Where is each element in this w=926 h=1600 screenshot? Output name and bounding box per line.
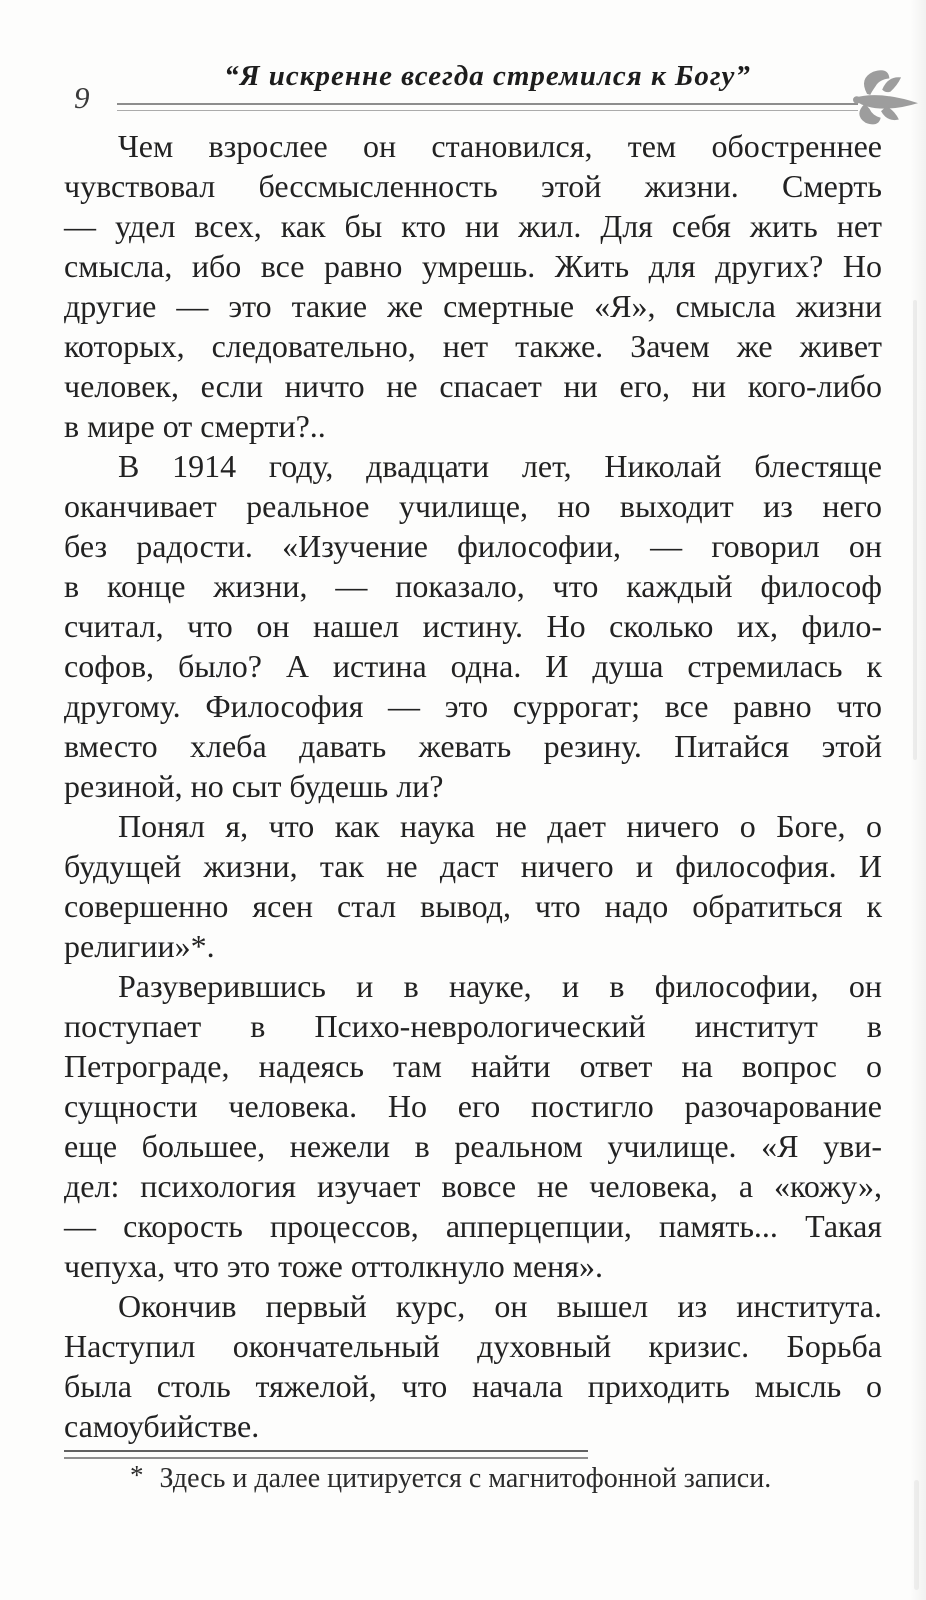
text-line: дел: психология изучает вовсе не человека, а «кожу», bbox=[64, 1168, 882, 1204]
text-line: чувствовал бессмысленность этой жизни. Смерть bbox=[64, 168, 882, 204]
text-line: поступает в Психо-неврологический институт в bbox=[64, 1008, 882, 1044]
text-line: чепуха, что это тоже оттолкнуло меня». bbox=[64, 1248, 604, 1284]
page-number: 9 bbox=[74, 80, 90, 115]
text-line: — скорость процессов, апперцепции, память... Такая bbox=[64, 1208, 882, 1244]
text-line: Наступил окончательный духовный кризис. Борьба bbox=[64, 1328, 882, 1364]
text-line: человек, если ничто не спасает ни его, ни кого-либо bbox=[64, 368, 882, 404]
text-line: другому. Философия — это суррогат; все равно что bbox=[64, 688, 882, 724]
paragraph bbox=[64, 1286, 882, 1446]
text-line: Окончив первый курс, он вышел из института. bbox=[118, 1288, 882, 1324]
text-line: — удел всех, как бы кто ни жил. Для себя жить нет bbox=[64, 208, 882, 244]
text-line: Понял я, что как наука не дает ничего о Боге, о bbox=[118, 808, 882, 844]
text-line: другие — это такие же смертные «Я», смысла жизни bbox=[64, 288, 882, 324]
body-text bbox=[64, 126, 882, 1446]
text-line: совершенно ясен стал вывод, что надо обратиться к bbox=[64, 888, 882, 924]
paragraph bbox=[64, 806, 882, 966]
footnote bbox=[64, 1460, 882, 1497]
text-line: самоубийстве. bbox=[64, 1408, 260, 1444]
paragraph bbox=[64, 446, 882, 806]
text-line: смысла, ибо все равно умрешь. Жить для других? Но bbox=[64, 248, 882, 284]
text-line: еще большее, нежели в реальном училище. «Я уви- bbox=[64, 1128, 882, 1164]
text-line: в конце жизни, — показало, что каждый философ bbox=[64, 568, 882, 604]
text-line: религии»*. bbox=[64, 928, 215, 964]
text-line: вместо хлеба давать жевать резину. Питайся этой bbox=[64, 728, 882, 764]
scan-edge-artifact bbox=[910, 0, 926, 1600]
scan-streak-artifact bbox=[913, 300, 917, 760]
paragraph bbox=[64, 966, 882, 1286]
text-line: которых, следовательно, нет также. Зачем же живет bbox=[64, 328, 882, 364]
text-line: Чем взрослее он становился, тем обостреннее bbox=[118, 128, 882, 164]
text-line: будущей жизни, так не даст ничего и философия. И bbox=[64, 848, 882, 884]
text-line: оканчивает реальное училище, но выходит из него bbox=[64, 488, 882, 524]
paragraph bbox=[64, 126, 882, 446]
footnote-marker: * bbox=[130, 1460, 144, 1490]
text-line: в мире от смерти?.. bbox=[64, 408, 326, 444]
text-line: считал, что он нашел истину. Но сколько их, фило- bbox=[64, 608, 882, 644]
header-rule bbox=[117, 103, 858, 111]
scan-streak-artifact bbox=[914, 1480, 919, 1590]
text-line: сущности человека. Но его постигло разочарование bbox=[64, 1088, 882, 1124]
text-line: была столь тяжелой, что начала приходить мысль о bbox=[64, 1368, 882, 1404]
text-line: Петрограде, надеясь там найти ответ на вопрос о bbox=[64, 1048, 882, 1084]
text-line: софов, было? А истина одна. И душа стремилась к bbox=[64, 648, 882, 684]
text-line: без радости. «Изучение философии, — говорил он bbox=[64, 528, 882, 564]
text-line: Разуверившись и в науке, и в философии, он bbox=[118, 968, 882, 1004]
footnote-text: Здесь и далее цитируется с магнитофонной записи. bbox=[159, 1463, 772, 1494]
text-line: резиной, но сыт будешь ли? bbox=[64, 768, 444, 804]
running-header-title: “Я искренне всегда стремился к Богу” bbox=[224, 60, 751, 92]
text-line: В 1914 году, двадцати лет, Николай блестяще bbox=[118, 448, 882, 484]
